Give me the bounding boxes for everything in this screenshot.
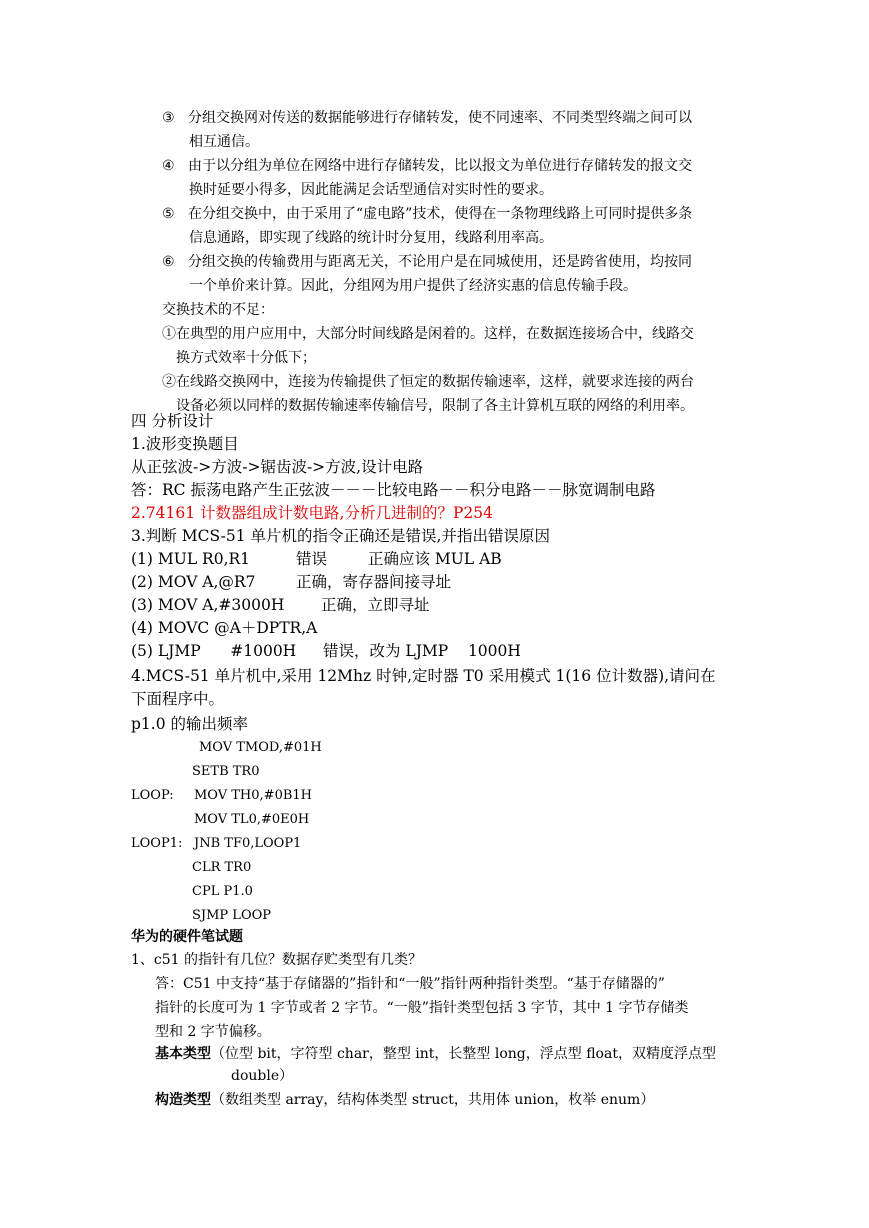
answer-line: 指针的长度可为 1 字节或者 2 字节。“一般”指针类型包括 3 字节，其中 1 字节存储类 [155, 1000, 689, 1016]
question-line: p1.0 的输出频率 [131, 715, 248, 733]
correction: 正确应该 MUL AB [368, 550, 502, 568]
question-line: 从正弦波->方波->锯齿波->方波,设计电路 [131, 458, 424, 476]
question-title: 1.波形变换题目 [131, 435, 239, 453]
judgement: 正确，立即寻址 [321, 596, 430, 614]
type-line-continuation: double） [231, 1068, 294, 1084]
list-item-continuation: 信息通路，即实现了线路的统计时分复用，线路利用率高。 [189, 230, 553, 246]
item-number: ⑤ [162, 206, 175, 222]
question-line: 下面程序中。 [131, 690, 225, 708]
item-number: ⑥ [162, 254, 175, 270]
list-item: ⑥ 分组交换的传输费用与距离无关，不论用户是在同城使用，还是跨省使用，均按同 [162, 250, 692, 274]
code-line: MOV TH0,#0B1H [194, 788, 312, 803]
list-item-continuation: 一个单价来计算。因此，分组网为用户提供了经济实惠的信息传输手段。 [189, 278, 637, 294]
instruction: (4) MOVC @A＋DPTR,A [131, 619, 318, 637]
instruction: (2) MOV A,@R7 [131, 573, 256, 591]
code-label: LOOP: [131, 788, 174, 803]
judgement: 错误，改为 LJMP 1000H [323, 642, 521, 660]
instruction-row [131, 617, 317, 640]
type-line: 构造类型（数组类型 array，结构体类型 struct，共用体 union，枚举 enum） [155, 1092, 655, 1108]
item-number: ③ [162, 110, 175, 126]
type-label: 基本类型 [155, 1046, 211, 1062]
list-item: ④ 由于以分组为单位在网络中进行存储转发，比以报文为单位进行存储转发的报文交 [162, 154, 692, 178]
question-title: 3.判断 MCS-51 单片机的指令正确还是错误,并指出错误原因 [131, 527, 550, 545]
type-label: 构造类型 [155, 1092, 211, 1108]
judgement: 正确，寄存器间接寻址 [296, 573, 452, 591]
paragraph-line: ②在线路交换网中，连接为传输提供了恒定的数据传输速率，这样，就要求连接的两台 [162, 374, 694, 390]
list-item: ⑤ 在分组交换中，由于采用了“虚电路”技术，使得在一条物理线路上可同时提供多条 [162, 202, 692, 226]
list-item: ③ 分组交换网对传送的数据能够进行存储转发，使不同速率、不同类型终端之间可以 [162, 106, 692, 130]
judgement: 错误 [296, 550, 328, 568]
answer-line: 型和 2 字节偏移。 [155, 1024, 271, 1040]
type-line: 基本类型（位型 bit，字符型 char，整型 int，长整型 long，浮点型 float，双精度浮点型 [155, 1046, 716, 1062]
list-item-continuation: 相互通信。 [189, 134, 259, 150]
paragraph-line: ①在典型的用户应用中，大部分时间线路是闲着的。这样，在数据连接场合中，线路交 [162, 326, 694, 342]
question-line: 4.MCS-51 单片机中,采用 12Mhz 时钟,定时器 T0 采用模式 1(16 位计数器),请问在 [131, 667, 716, 685]
code-line: MOV TMOD,#01H [199, 740, 322, 755]
code-line: CPL P1.0 [192, 884, 253, 899]
code-line: SJMP LOOP [192, 908, 272, 923]
question-line: 1、c51 的指针有几位？数据存贮类型有几类？ [131, 952, 423, 968]
section-heading: 四 分析设计 [131, 412, 214, 430]
code-line: JNB TF0,LOOP1 [194, 836, 302, 851]
paragraph-line: 设备必须以同样的数据传输速率传输信号，限制了各主计算机互联的网络的利用率。 [176, 398, 694, 414]
instruction: (5) LJMP #1000H [131, 642, 297, 660]
code-line: CLR TR0 [192, 860, 252, 875]
answer-line: 答：RC 振荡电路产生正弦波－－－比较电路－－积分电路－－脉宽调制电路 [131, 481, 656, 499]
highlighted-question: 2.74161 计数器组成计数电路,分析几进制的？P254 [131, 504, 493, 522]
code-line: MOV TL0,#0E0H [194, 812, 310, 827]
subheading: 交换技术的不足： [162, 302, 274, 318]
instruction: (1) MUL R0,R1 [131, 550, 251, 568]
list-item-continuation: 换时延要小得多，因此能满足会话型通信对实时性的要求。 [189, 182, 553, 198]
instruction: (3) MOV A,#3000H [131, 596, 285, 614]
code-line: SETB TR0 [192, 764, 260, 779]
code-label: LOOP1: [131, 836, 183, 851]
paragraph-line: 换方式效率十分低下； [176, 350, 316, 366]
item-number: ④ [162, 158, 175, 174]
answer-line: 答：C51 中支持“基于存储器的”指针和“一般”指针两种指针类型。“基于存储器的” [155, 976, 665, 992]
section-heading: 华为的硬件笔试题 [131, 929, 243, 945]
